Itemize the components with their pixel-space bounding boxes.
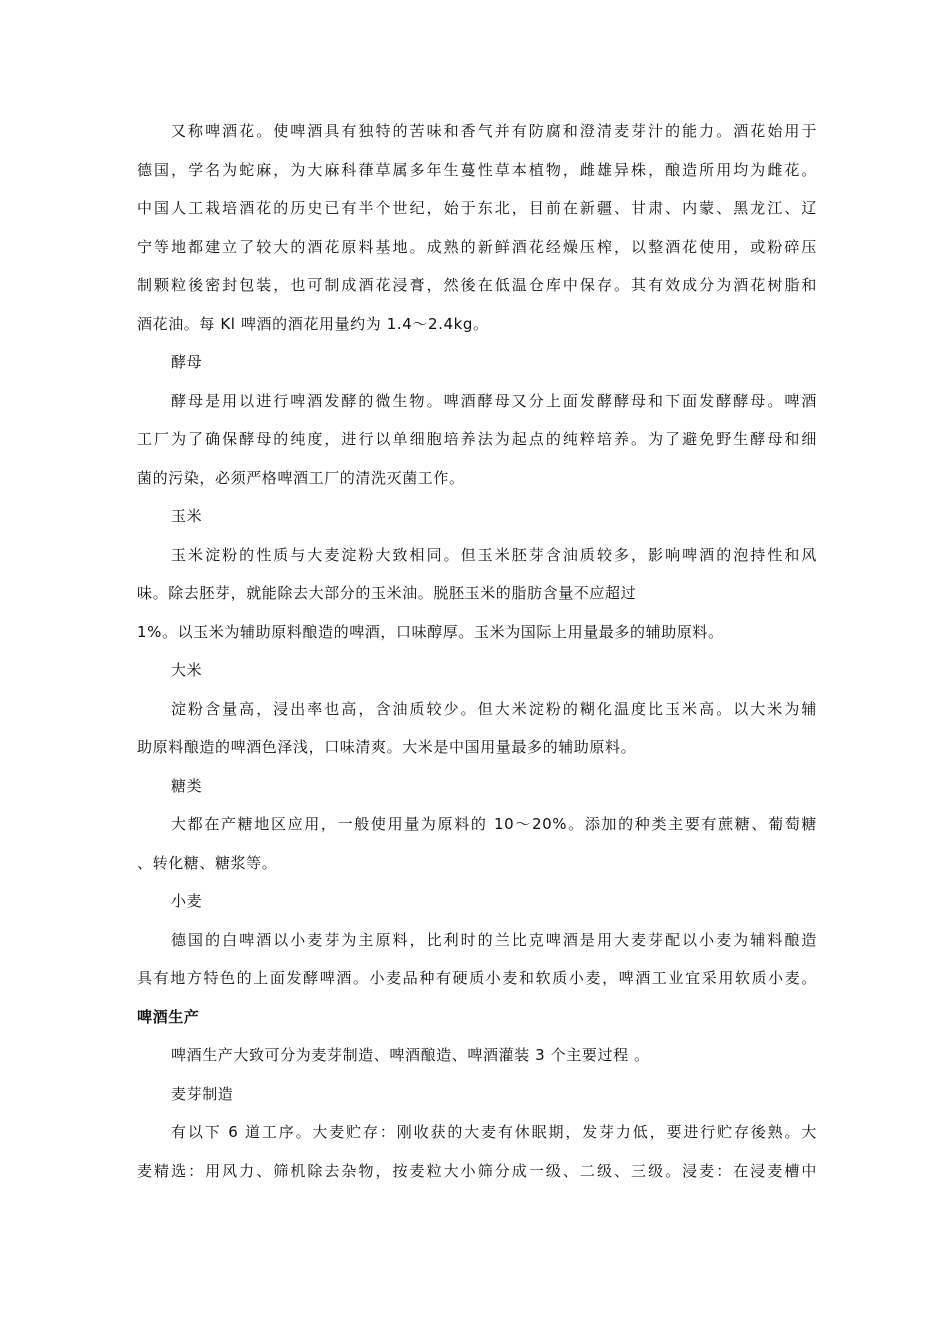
corn-heading: 玉米	[171, 507, 203, 525]
yeast-heading: 酵母	[171, 353, 203, 371]
wheat-paragraph-line-2: 具有地方特色的上面发酵啤酒。小麦品种有硬质小麦和软质小麦，啤酒工业宜采用软质小麦。	[137, 969, 817, 987]
document-page	[137, 112, 817, 1190]
yeast-paragraph-line-3: 菌的污染，必须严格啤酒工厂的清洗灭菌工作。	[137, 468, 465, 487]
malting-paragraph-line-2: 麦精选：用风力、筛机除去杂物，按麦粒大小筛分成一级、二级、三级。浸麦：在浸麦槽中	[137, 1161, 817, 1180]
hops-paragraph-line-1: 又称啤酒花。使啤酒具有独特的苦味和香气并有防腐和澄清麦芽汁的能力。酒花始用于	[171, 122, 817, 140]
rice-paragraph-line-2: 助原料酿造的啤酒色泽浅，口味清爽。大米是中国用量最多的辅助原料。	[137, 738, 637, 756]
sugar-paragraph-line-1: 大都在产糖地区应用，一般使用量为原料的 10～20%。添加的种类主要有蔗糖、葡萄糖	[171, 815, 817, 833]
hops-paragraph-line-4: 宁等地都建立了较大的酒花原料基地。成熟的新鲜酒花经燥压榨，以整酒花使用，或粉碎压	[137, 237, 817, 256]
hops-paragraph-line-3: 中国人工栽培酒花的历史已有半个世纪，始于东北，目前在新疆、甘肃、内蒙、黑龙江、辽	[137, 199, 817, 217]
yeast-paragraph-line-1: 酵母是用以进行啤酒发酵的微生物。啤酒酵母又分上面发酵酵母和下面发酵酵母。啤酒	[171, 391, 817, 410]
corn-paragraph-line-3: 1%。以玉米为辅助原料酿造的啤酒，口味醇厚。玉米为国际上用量最多的辅助原料。	[137, 622, 724, 641]
hops-paragraph-line-2: 德国，学名为蛇麻，为大麻科葎草属多年生蔓性草本植物，雌雄异株，酿造所用均为雌花。	[137, 160, 817, 179]
sugar-paragraph-line-2: 、转化糖、糖浆等。	[137, 853, 278, 872]
rice-paragraph-line-1: 淀粉含量高，浸出率也高，含油质较少。但大米淀粉的糊化温度比玉米高。以大米为辅	[171, 699, 817, 718]
malting-paragraph-line-1: 有以下 6 道工序。大麦贮存：刚收获的大麦有休眠期，发芽力低，要进行贮存後熟。大	[171, 1123, 817, 1141]
production-paragraph: 啤酒生产大致可分为麦芽制造、啤酒酿造、啤酒灌装 3 个主要过程 。	[171, 1046, 650, 1064]
malting-heading: 麦芽制造	[171, 1084, 234, 1103]
corn-paragraph-line-1: 玉米淀粉的性质与大麦淀粉大致相同。但玉米胚芽含油质较多，影响啤酒的泡持性和风	[171, 545, 817, 564]
production-section-title: 啤酒生产	[137, 1007, 200, 1026]
hops-paragraph-line-6: 酒花油。每 Kl 啤酒的酒花用量约为 1.4～2.4kg。	[137, 314, 489, 333]
sugar-heading: 糖类	[171, 776, 203, 795]
wheat-paragraph-line-1: 德国的白啤酒以小麦芽为主原料，比利时的兰比克啤酒是用大麦芽配以小麦为辅料酿造	[171, 930, 817, 949]
rice-heading: 大米	[171, 661, 203, 679]
corn-paragraph-line-2: 味。除去胚芽，就能除去大部分的玉米油。脱胚玉米的脂肪含量不应超过	[137, 584, 637, 602]
hops-paragraph-line-5: 制颗粒後密封包装，也可制成酒花浸膏，然後在低温仓库中保存。其有效成分为酒花树脂和	[137, 276, 817, 294]
yeast-paragraph-line-2: 工厂为了确保酵母的纯度，进行以单细胞培养法为起点的纯粹培养。为了避免野生酵母和细	[137, 430, 817, 448]
wheat-heading: 小麦	[171, 892, 203, 910]
